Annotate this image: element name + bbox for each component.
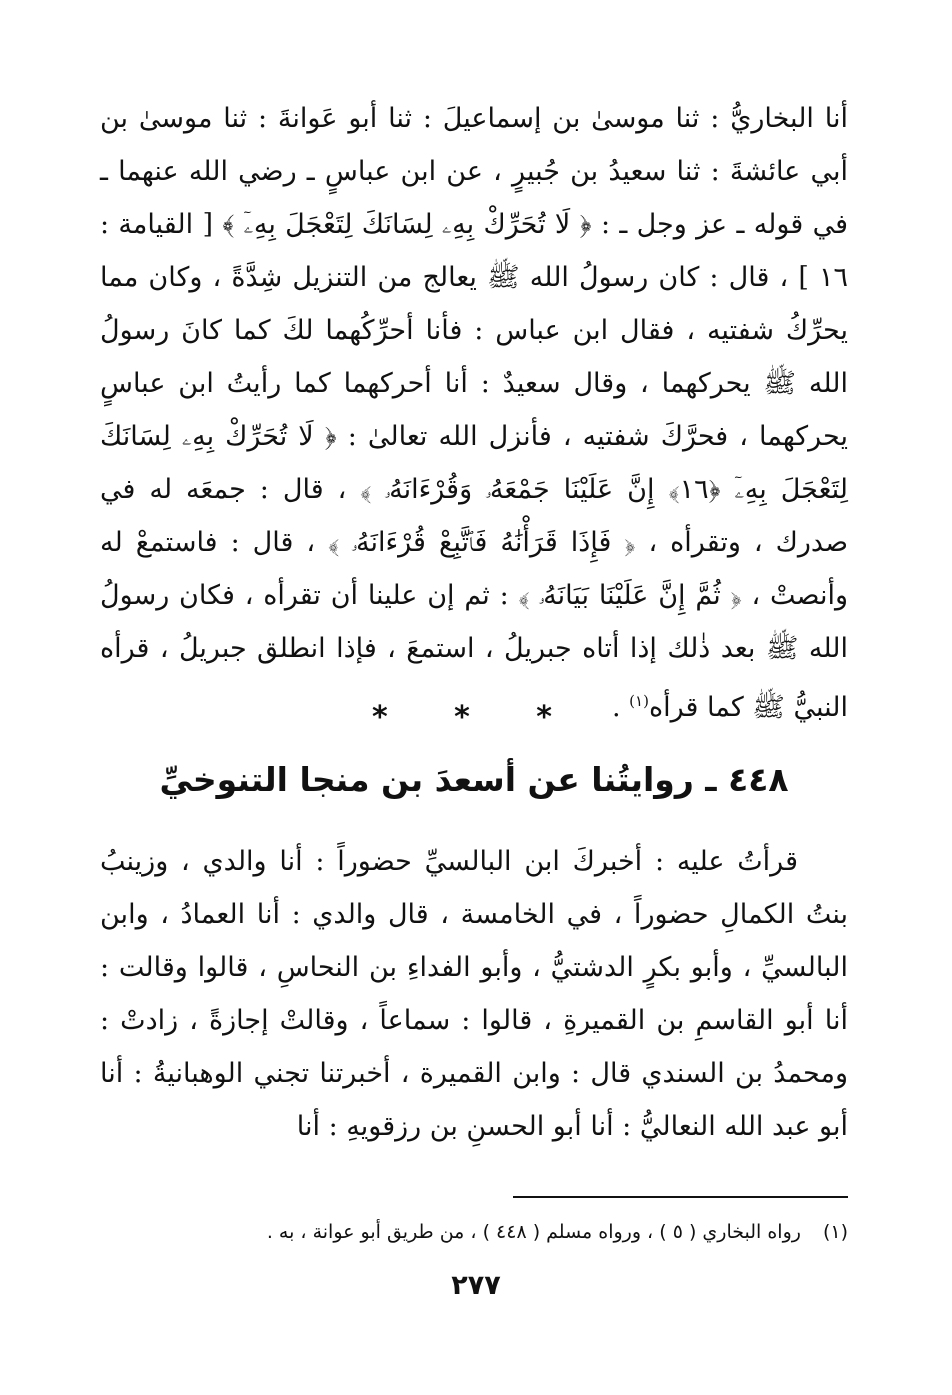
- section-separator: * * *: [372, 700, 580, 735]
- isnad-paragraph: قرأتُ عليه : أخبركَ ابن البالسيِّ حضوراً : أنا والدي ، وزينبُ بنتُ الكمالِ حضوراً ، في الخامسة ، قال والدي : أنا العمادُ ، وابن البالسيِّ ، وأبو بكرٍ الدشتيُّ ، وأبو الفداءِ بن النحاسِ ، قالوا وقالت : أنا أبو القاسمِ بن القميرةِ ، قالوا : سماعاً ، وقالتْ إجازةً ، زادتْ : ومحمدُ بن السندي قال : وابن القميرة ، أخبرتنا تجني الوهبانيةُ : أنا أبو عبد الله النعاليُّ : أنا أبو الحسنِ بن رزقويهِ : أنا: [100, 846, 848, 1142]
- footnote-text: رواه البخاري ( ٥ ) ، ورواه مسلم ( ٤٤٨ ) ، من طريق أبو عوانة ، به .: [266, 1221, 801, 1243]
- section-title: ٤٤٨ ـ روايتُنا عن أسعدَ بن منجا التنوخيِّ: [159, 760, 789, 799]
- footnote-number: (١): [822, 1221, 848, 1243]
- hadith-paragraph: [100, 92, 848, 734]
- footnote-divider: [513, 1196, 848, 1198]
- page-number: ٢٧٧: [451, 1270, 501, 1301]
- hadith-text-end: .: [612, 692, 630, 723]
- footnote: [100, 1216, 848, 1248]
- footnote-marker: (١): [629, 692, 649, 710]
- hadith-text: أنا البخاريُّ : ثنا موسىٰ بن إسماعيلَ : ثنا أبو عَوانةَ : ثنا موسىٰ بن أبي عائشةَ : ثنا سعيدُ بن جُبيرٍ ، عن ابن عباسٍ ـ رضي الله عنهما ـ في قوله ـ عز وجل ـ : ﴿ لَا تُحَرِّكْ بِهِۦ لِسَانَكَ لِتَعْجَلَ بِهِۦٓ ﴾ [ القيامة : ١٦ ] ، قال : كان رسولُ الله ﷺ يعالج من التنزيل شِدَّةً ، وكان مما يحرِّكُ شفتيه ، فقال ابن عباس : فأنا أحرِّكُهما لكَ كما كانَ رسولُ الله ﷺ يحركهما ، وقال سعيدٌ : أنا أحركهما كما رأيتُ ابن عباسٍ يحركهما ، فحرَّكَ شفتيه ، فأنزل الله تعالىٰ : ﴿ لَا تُحَرِّكْ بِهِۦ لِسَانَكَ لِتَعْجَلَ بِهِۦٓ ﴿١٦﴾ إِنَّ عَلَيْنَا جَمْعَهُۥ وَقُرْءَانَهُۥ ﴾ ، قال : جمعَه له في صدرك ، وتقرأه ، ﴿ فَإِذَا قَرَأْنَٰهُ فَٱتَّبِعْ قُرْءَانَهُۥ ﴾ ، قال : فاستمعْ له وأنصتْ ، ﴿ ثُمَّ إِنَّ عَلَيْنَا بَيَانَهُۥ ﴾ : ثم إن علينا أن تقرأه ، فكان رسولُ الله ﷺ بعد ذٰلك إذا أتاه جبريلُ ، استمعَ ، فإذا انطلق جبريلُ ، قرأه النبيُّ ﷺ كما قرأه: [100, 103, 848, 723]
